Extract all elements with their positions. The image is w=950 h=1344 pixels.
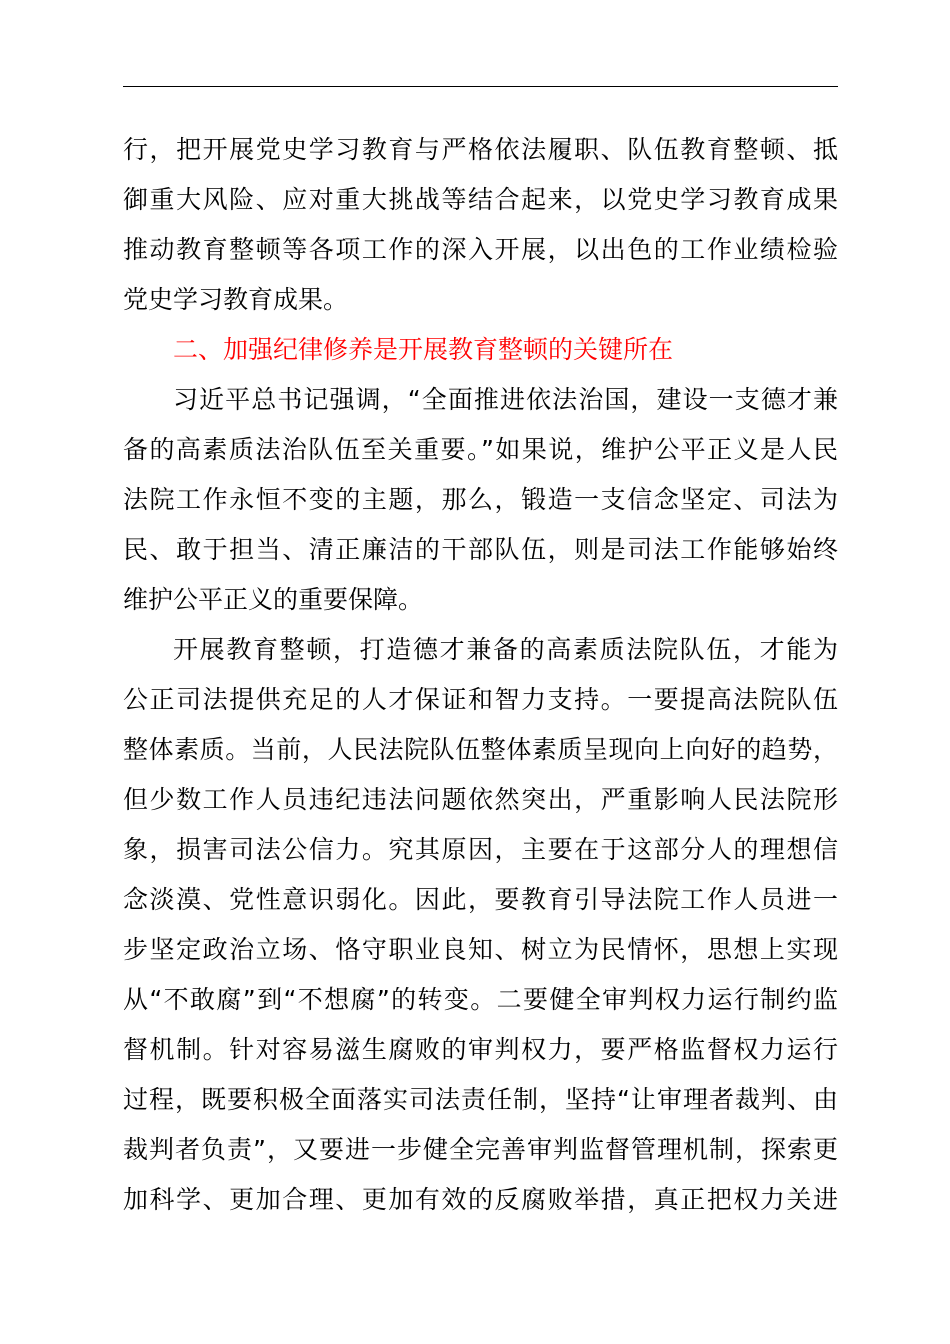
- text-line: 推动教育整顿等各项工作的深入开展，以出色的工作业绩检验: [123, 235, 838, 264]
- text-line: 步坚定政治立场、恪守职业良知、树立为民情怀，思想上实现: [123, 935, 838, 964]
- text-line: 从“不敢腐”到“不想腐”的转变。二要健全审判权力运行制约监: [123, 985, 838, 1014]
- paragraph-education: [123, 625, 838, 1225]
- text-line: 备的高素质法治队伍至关重要。”如果说，维护公平正义是人民: [123, 435, 838, 464]
- text-line: 行，把开展党史学习教育与严格依法履职、队伍教育整顿、抵: [123, 135, 838, 164]
- text-line: 念淡漠、党性意识弱化。因此，要教育引导法院工作人员进一: [123, 885, 838, 914]
- section-heading: [123, 325, 838, 375]
- text-line: 习近平总书记强调，“全面推进依法治国，建设一支德才兼: [173, 385, 838, 414]
- text-line: 象，损害司法公信力。究其原因，主要在于这部分人的理想信: [123, 835, 838, 864]
- text-line: 但少数工作人员违纪违法问题依然突出，严重影响人民法院形: [123, 785, 838, 814]
- paragraph-quote: [123, 375, 838, 625]
- text-line: 督机制。针对容易滋生腐败的审判权力，要严格监督权力运行: [123, 1035, 838, 1064]
- text-line: 整体素质。当前，人民法院队伍整体素质呈现向上向好的趋势，: [123, 735, 838, 764]
- text-line: 过程，既要积极全面落实司法责任制，坚持“让审理者裁判、由: [123, 1085, 838, 1114]
- text-line: 民、敢于担当、清正廉洁的干部队伍，则是司法工作能够始终: [123, 535, 838, 564]
- document-body: [123, 125, 838, 1225]
- section-heading-text: 二、加强纪律修养是开展教育整顿的关键所在: [173, 335, 674, 364]
- paragraph-continuation: [123, 125, 838, 325]
- text-line: 党史学习教育成果。: [123, 285, 349, 314]
- text-line: 开展教育整顿，打造德才兼备的高素质法院队伍，才能为: [173, 635, 838, 664]
- header-rule: [123, 86, 838, 87]
- text-line: 加科学、更加合理、更加有效的反腐败举措，真正把权力关进: [123, 1185, 838, 1214]
- text-line: 公正司法提供充足的人才保证和智力支持。一要提高法院队伍: [123, 685, 838, 714]
- text-line: 法院工作永恒不变的主题，那么，锻造一支信念坚定、司法为: [123, 485, 838, 514]
- text-line: 御重大风险、应对重大挑战等结合起来，以党史学习教育成果: [123, 185, 838, 214]
- text-line: 维护公平正义的重要保障。: [123, 585, 424, 614]
- text-line: 裁判者负责”，又要进一步健全完善审判监督管理机制，探索更: [123, 1135, 838, 1164]
